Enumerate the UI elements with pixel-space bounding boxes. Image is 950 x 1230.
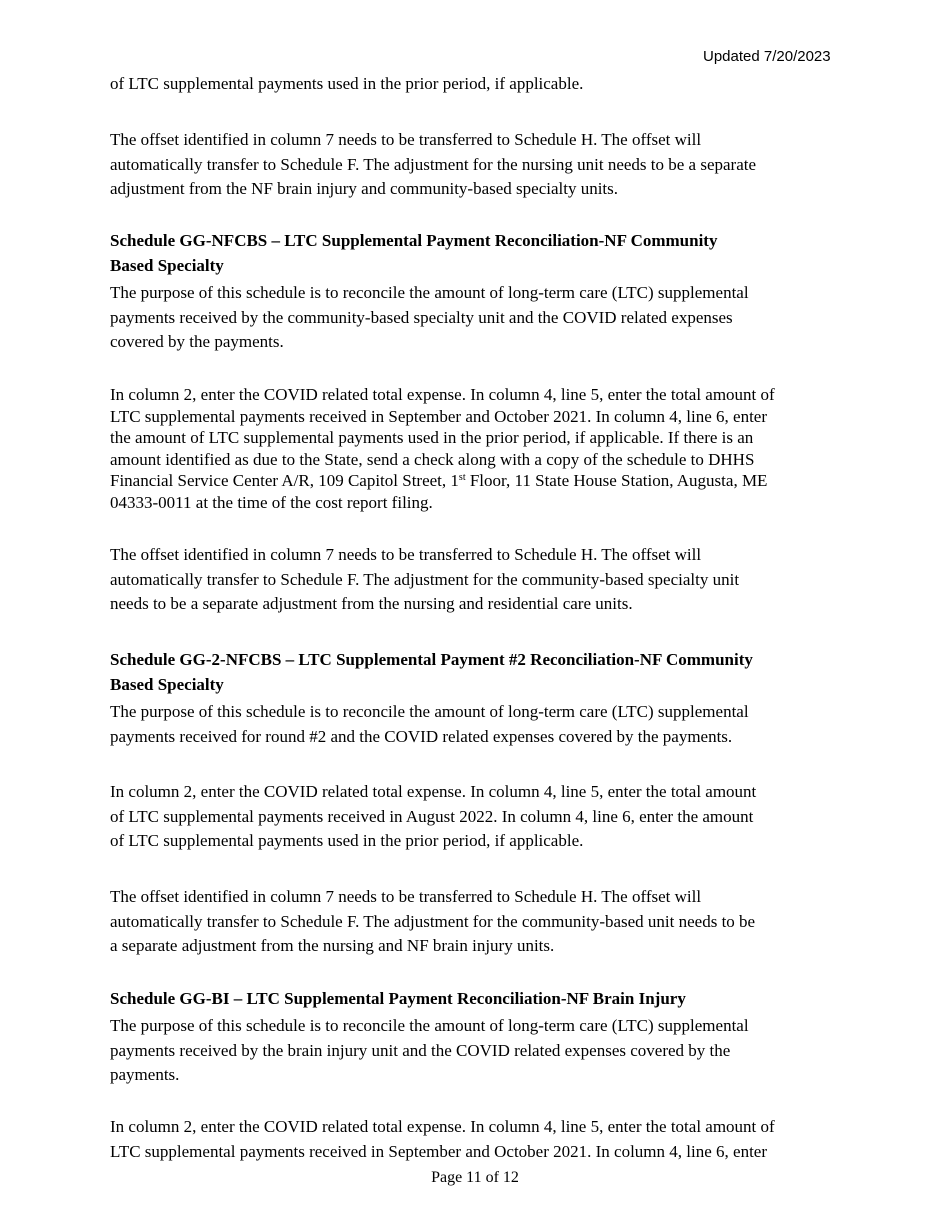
heading-gg-nfcbs <box>110 229 850 278</box>
text-line: The offset identified in column 7 needs to be transferred to Schedule H. The offset will <box>110 130 702 149</box>
paragraph-gg-nfcbs-purpose <box>110 281 850 355</box>
text-line: automatically transfer to Schedule F. The adjustment for the community-based specialty unit <box>110 569 740 589</box>
text-line: payments received by the community-based specialty unit and the COVID related expenses <box>110 307 733 327</box>
text-line: The purpose of this schedule is to reconcile the amount of long-term care (LTC) supplemental <box>110 702 749 721</box>
paragraph-gg2-columns <box>110 780 850 854</box>
text-line: adjustment from the NF brain injury and community-based specialty units. <box>110 179 619 198</box>
heading-gg2-nfcbs <box>110 648 850 697</box>
text-line: automatically transfer to Schedule F. The adjustment for the nursing unit needs to be a separate <box>110 154 757 174</box>
paragraph-gg2-purpose <box>110 700 850 749</box>
paragraph-nf-tail <box>110 72 850 97</box>
text-line: of LTC supplemental payments received in August 2022. In column 4, line 6, enter the amount <box>110 806 754 826</box>
text-line: payments received for round #2 and the COVID related expenses covered by the payments. <box>110 726 733 746</box>
text-line: payments received by the brain injury unit and the COVID related expenses covered by the <box>110 1040 731 1060</box>
text-line: The purpose of this schedule is to reconcile the amount of long-term care (LTC) supplemental <box>110 1016 749 1035</box>
paragraph-gg2-offset <box>110 885 850 959</box>
text-line: amount identified as due to the State, send a check along with a copy of the schedule to DHHS <box>110 449 755 469</box>
paragraph-gg-bi-purpose <box>110 1014 850 1088</box>
heading-line: Schedule GG-NFCBS – LTC Supplemental Payment Reconciliation-NF Community <box>110 231 718 250</box>
address-after: Floor, 11 State House Station, Augusta, ME <box>465 471 768 490</box>
text-line: In column 2, enter the COVID related total expense. In column 4, line 5, enter the total amount of <box>110 385 775 404</box>
paragraph-gg-nfcbs-offset <box>110 543 850 617</box>
text-line: LTC supplemental payments received in September and October 2021. In column 4, line 6, enter <box>110 406 767 426</box>
address-before: Financial Service Center A/R, 109 Capitol Street, 1 <box>110 471 459 490</box>
text-line: of LTC supplemental payments used in the prior period, if applicable. <box>110 74 584 93</box>
text-line: payments. <box>110 1065 180 1084</box>
address-line <box>110 470 850 492</box>
ordinal-suffix: st <box>458 472 466 483</box>
text-line: automatically transfer to Schedule F. The adjustment for the community-based unit needs to be <box>110 911 756 931</box>
text-line: In column 2, enter the COVID related total expense. In column 4, line 5, enter the total amount of <box>110 1117 775 1136</box>
text-line: of LTC supplemental payments used in the prior period, if applicable. <box>110 831 584 850</box>
heading-line: Schedule GG-2-NFCBS – LTC Supplemental Payment #2 Reconciliation-NF Community <box>110 650 753 669</box>
text-line: covered by the payments. <box>110 332 284 351</box>
updated-date: Updated 7/20/2023 <box>703 48 831 65</box>
heading-gg-bi <box>110 987 850 1012</box>
text-line: 04333-0011 at the time of the cost report filing. <box>110 492 433 512</box>
paragraph-gg-nfcbs-columns <box>110 384 850 513</box>
text-line: The offset identified in column 7 needs to be transferred to Schedule H. The offset will <box>110 545 702 564</box>
text-line: the amount of LTC supplemental payments used in the prior period, if applicable. If there is an <box>110 428 754 447</box>
text-line: a separate adjustment from the nursing and NF brain injury units. <box>110 936 555 955</box>
text-line: LTC supplemental payments received in September and October 2021. In column 4, line 6, enter <box>110 1141 767 1161</box>
paragraph-gg-bi-columns <box>110 1115 850 1164</box>
heading-line: Based Specialty <box>110 674 224 694</box>
text-line: needs to be a separate adjustment from the nursing and residential care units. <box>110 594 633 613</box>
page-number: Page 11 of 12 <box>431 1169 519 1186</box>
text-line: In column 2, enter the COVID related total expense. In column 4, line 5, enter the total amount <box>110 782 757 801</box>
text-line: The purpose of this schedule is to reconcile the amount of long-term care (LTC) supplemental <box>110 283 749 302</box>
text-line: The offset identified in column 7 needs to be transferred to Schedule H. The offset will <box>110 887 702 906</box>
paragraph-nf-offset <box>110 128 850 202</box>
heading-line: Based Specialty <box>110 255 224 275</box>
heading-line: Schedule GG-BI – LTC Supplemental Payment Reconciliation-NF Brain Injury <box>110 989 686 1008</box>
